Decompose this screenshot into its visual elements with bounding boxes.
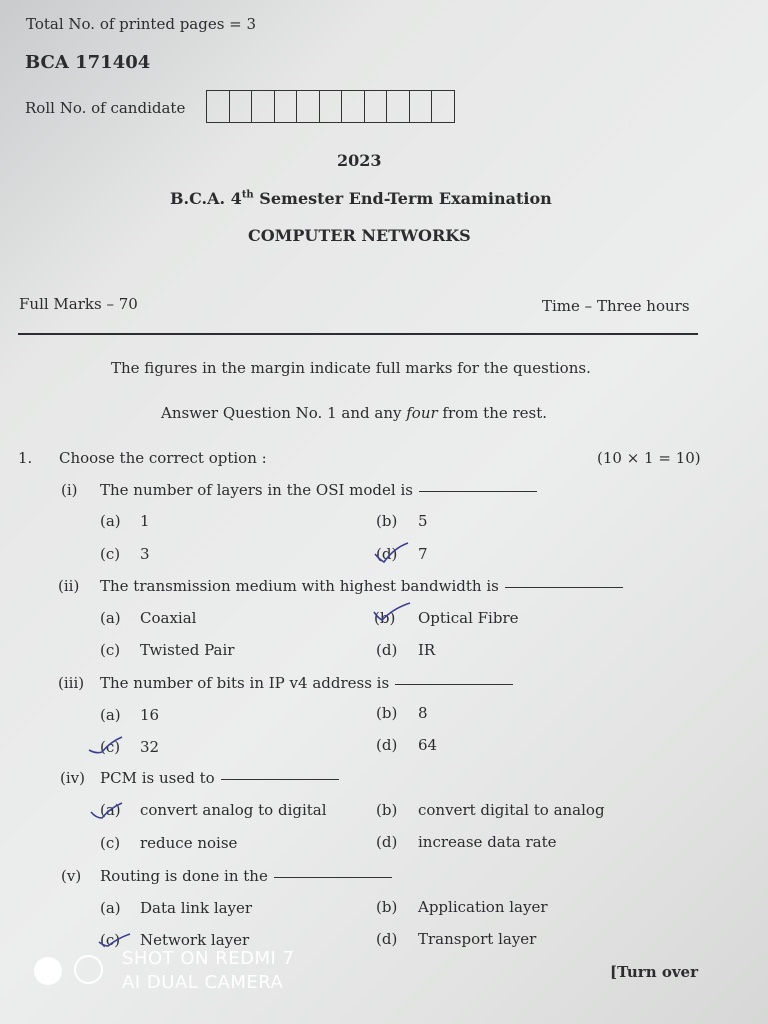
roll-box (320, 91, 343, 122)
option-text: increase data rate (418, 833, 557, 851)
option-label: (b) (376, 801, 398, 819)
instruction-answer (161, 404, 547, 422)
pen-tick-mark (370, 600, 414, 626)
option-text: Network layer (140, 931, 250, 949)
option-text: 32 (140, 738, 160, 756)
option-label: (d) (376, 833, 398, 851)
roll-box (387, 91, 410, 122)
option-label: (b) (374, 609, 396, 627)
part-label: (iv) (60, 769, 85, 787)
part-question (100, 577, 623, 595)
roll-box (342, 91, 365, 122)
option-text: 8 (418, 704, 428, 722)
answer-blank (505, 586, 623, 588)
header-divider (18, 333, 698, 335)
option-text: Twisted Pair (140, 641, 235, 659)
option-label: (d) (376, 930, 398, 948)
instruction-answer-text: Answer Question No. 1 and any (161, 404, 407, 422)
roll-box (252, 91, 275, 122)
option-text: IR (418, 641, 436, 659)
option-text: 1 (140, 512, 150, 530)
option-text: 64 (418, 736, 438, 754)
roll-number-label: Roll No. of candidate (25, 99, 186, 117)
watermark-ring-icon (74, 955, 103, 984)
option-text: reduce noise (140, 834, 238, 852)
roll-box (297, 91, 320, 122)
option-text: Coaxial (140, 609, 197, 627)
roll-box (207, 91, 230, 122)
instruction-answer-rest: from the rest. (437, 404, 548, 422)
option-label: (c) (100, 931, 121, 949)
part-question (100, 481, 537, 499)
option-text: Optical Fibre (418, 609, 519, 627)
option-label: (b) (376, 512, 398, 530)
part-question (100, 674, 513, 692)
option-text: 16 (140, 706, 160, 724)
roll-box (432, 91, 454, 122)
roll-number-boxes (206, 90, 455, 123)
option-label: (c) (100, 738, 121, 756)
option-label: (c) (100, 545, 121, 563)
part-label: (ii) (58, 577, 80, 595)
paper-code: BCA 171404 (25, 52, 151, 73)
roll-box (410, 91, 433, 122)
part-label: (v) (61, 867, 82, 885)
exam-title (170, 189, 552, 208)
part-question-text: PCM is used to (100, 769, 215, 787)
watermark-filled-circle-icon (34, 957, 62, 985)
exam-title-superscript: th (241, 189, 254, 201)
option-text: Data link layer (140, 899, 253, 917)
instruction-answer-emphasis: four (406, 404, 438, 422)
option-label: (d) (376, 545, 398, 563)
exam-title-main: B.C.A. 4 (170, 189, 242, 208)
part-question (100, 867, 392, 885)
option-label: (a) (100, 706, 121, 724)
exam-year: 2023 (337, 151, 382, 170)
question-number: 1. (18, 449, 33, 467)
answer-blank (221, 778, 339, 780)
watermark-line1: SHOT ON REDMI 7 (122, 948, 295, 969)
pen-tick-mark (372, 540, 412, 566)
answer-blank (419, 490, 537, 492)
pen-tick-mark (86, 734, 126, 758)
answer-blank (395, 683, 513, 685)
roll-box (230, 91, 253, 122)
option-label: (d) (376, 736, 398, 754)
option-label: (c) (100, 641, 121, 659)
part-question-text: The number of bits in IP v4 address is (100, 674, 390, 692)
option-label: (d) (376, 641, 398, 659)
option-text: Application layer (418, 898, 548, 916)
option-text: 5 (418, 512, 428, 530)
question-marks: (10 × 1 = 10) (597, 449, 701, 467)
option-label: (b) (376, 898, 398, 916)
pen-tick-mark (88, 800, 128, 824)
exam-time: Time – Three hours (542, 297, 690, 315)
part-question (100, 769, 339, 787)
part-label: (i) (61, 481, 78, 499)
part-question-text: The transmission medium with highest bandwidth is (100, 577, 499, 595)
roll-box (275, 91, 298, 122)
answer-blank (274, 876, 392, 878)
subject-title: COMPUTER NETWORKS (248, 226, 471, 245)
turn-over-note: [Turn over (610, 963, 698, 981)
option-label: (a) (100, 609, 121, 627)
part-question-text: The number of layers in the OSI model is (100, 481, 413, 499)
roll-box (365, 91, 388, 122)
printed-pages-note: Total No. of printed pages = 3 (26, 15, 257, 33)
option-label: (b) (376, 704, 398, 722)
option-text: 3 (140, 545, 150, 563)
option-label: (a) (100, 801, 121, 819)
question-text: Choose the correct option : (59, 449, 267, 467)
exam-title-rest: Semester End-Term Examination (253, 189, 552, 208)
full-marks: Full Marks – 70 (19, 295, 138, 313)
option-label: (a) (100, 512, 121, 530)
option-text: Transport layer (418, 930, 537, 948)
part-question-text: Routing is done in the (100, 867, 268, 885)
option-text: convert analog to digital (140, 801, 327, 819)
option-text: convert digital to analog (418, 801, 605, 819)
option-text: 7 (418, 545, 428, 563)
option-label: (c) (100, 834, 121, 852)
part-label: (iii) (58, 674, 85, 692)
option-label: (a) (100, 899, 121, 917)
instruction-marks: The figures in the margin indicate full marks for the questions. (111, 359, 591, 377)
watermark-line2: AI DUAL CAMERA (122, 972, 284, 993)
